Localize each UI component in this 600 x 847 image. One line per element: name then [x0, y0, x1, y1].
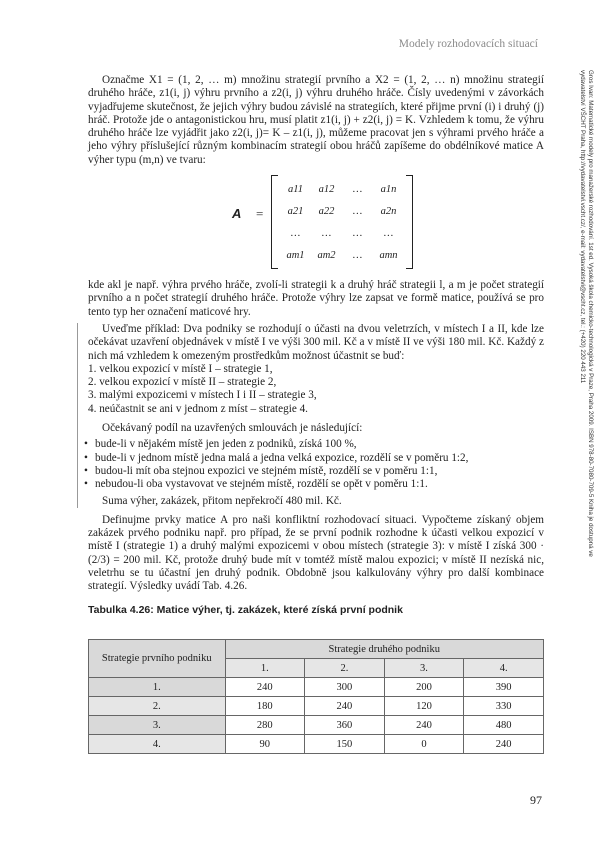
matrix-cell: … — [290, 228, 301, 240]
strategy-list — [88, 363, 544, 416]
table-row — [89, 697, 544, 716]
matrix-row — [280, 201, 404, 223]
table-cell: 390 — [464, 678, 544, 697]
matrix-left-bracket — [271, 175, 278, 269]
running-title: Modely rozhodovacích situací — [398, 38, 538, 50]
share-intro: Očekávaný podíl na uzavřených smlouvách je následující: — [102, 422, 363, 435]
table-cell: 300 — [305, 678, 385, 697]
matrix-cell: … — [352, 228, 363, 240]
matrix-grid — [280, 179, 404, 267]
list-item: 3. malými expozicemi v místech I i II – strategie 3, — [88, 389, 317, 402]
matrix-cell: … — [352, 206, 363, 218]
matrix-cell: a11 — [288, 184, 303, 196]
matrix-label: A — [232, 206, 242, 222]
share-bullets — [88, 438, 544, 491]
example-paragraph: Uveďme příklad: Dva podniky se rozhodují o účasti na dvou veletrzích, v místech I a II, kde lze očekávat uzavření objednávek v místě I ve výši 300 mil. Kč a v místě II ve výši 180 mil. Kč. Každý z nich má vzhledem k omezeným prostředkům možnost účastnit se buď: — [88, 322, 544, 362]
row-label: 1. — [89, 678, 226, 697]
matrix-a — [88, 173, 544, 273]
matrix-cell: a21 — [287, 206, 304, 218]
example-block — [77, 323, 544, 508]
column-header: 1. — [225, 659, 305, 678]
matrix-cell: … — [321, 228, 332, 240]
table-row — [89, 716, 544, 735]
table-cell: 240 — [305, 697, 385, 716]
payoff-table — [88, 639, 544, 754]
list-item: • budou-li mít oba stejnou expozici ve stejném místě, rozdělí se v poměru 1:1, — [88, 465, 544, 478]
matrix-cell: … — [383, 228, 394, 240]
row-label: 3. — [89, 716, 226, 735]
sum-note: Suma výher, zakázek, přitom nepřekročí 480 mil. Kč. — [102, 494, 342, 507]
table-cell: 150 — [305, 735, 385, 754]
matrix-row — [280, 245, 404, 267]
list-item: 2. velkou expozicí v místě II – strategie 2, — [88, 376, 277, 389]
matrix-cell: … — [352, 250, 363, 262]
matrix-row — [280, 223, 404, 245]
list-item: 4. neúčastnit se ani v jednom z míst – strategie 4. — [88, 402, 308, 415]
row-label: 2. — [89, 697, 226, 716]
intro-paragraph: Označme X1 = (1, 2, … m) množinu strategií prvního a X2 = (1, 2, … n) množinu strategií druhého hráče, z1(i, j) výhru prvního a z2(i, j) výhru druhého hráče. Čísly uvedenými v závorkách vyjadřujeme skutečnost, že jejich výhry budou závislé na strategiích, které přijme první (i) i druhý (j) hráč. Protože jde o antagonistickou hru, musí platit z1(i, j) + z2(i, j) = K. Vzhledem k tomu, že výhru druhého hráče lze vyjádřit jako z2(i, j)= K – z1(i, j), můžeme pracovat jen s výhrami prvého hráče a jeho výhry příslušející různým kombinacím strategií obou hráčů zapíšeme do obdélníkové matice A výher typu (m,n) ve tvaru: — [88, 74, 544, 166]
column-header: 4. — [464, 659, 544, 678]
table-cell: 120 — [384, 697, 464, 716]
row-header: Strategie prvního podniku — [89, 640, 226, 678]
matrix-cell: a2n — [380, 206, 397, 218]
table-cell: 240 — [464, 735, 544, 754]
matrix-cell: am2 — [317, 250, 336, 262]
table-caption: Tabulka 4.26: Matice výher, tj. zakázek, které získá první podnik — [88, 603, 403, 616]
row-label: 4. — [89, 735, 226, 754]
matrix-cell: am1 — [286, 250, 305, 262]
list-item: • bude-li v nějakém místě jen jeden z podniků, získá 100 %, — [88, 438, 544, 451]
page-number: 97 — [530, 793, 542, 807]
list-item: 1. velkou expozicí v místě I – strategie 1, — [88, 362, 273, 375]
table-cell: 90 — [225, 735, 305, 754]
table-header-row — [89, 640, 544, 659]
matrix-cell: a1n — [380, 184, 397, 196]
matrix-cell: a12 — [318, 184, 335, 196]
definition-paragraph: Definujme prvky matice A pro naši konfliktní rozhodovací situaci. Vypočteme získaný objem zakázek prvého podniku např. pro případ, že se první podnik rozhodne k účasti velkou expozicí v místě I (strategie 1) a druhý malými expozicemi v obou místech (strategie 3): v místě I získá 300 · (2/3) = 200 mil. Kč, protože druhý bude mít v tomtéž místě malou expozici; v místě II nezíská nic, veletrhu se tu účastní jen druhý podnik. Obdobně jsou kalkulovány výhry pro další kombinace strategií. Výsledky uvádí Tab. 4.26. — [88, 513, 544, 593]
table-cell: 240 — [225, 678, 305, 697]
table-cell: 480 — [464, 716, 544, 735]
matrix-explanation: kde akl je např. výhra prvého hráče, zvolí-li strategii k a druhý hráč strategii l, a m je počet strategií prvního a n počet strategií druhého hráče. Protože výhry lze zapsat ve formě matice, používá se pro tento typ her označení maticové hry. — [88, 279, 544, 318]
table-cell: 240 — [384, 716, 464, 735]
table-cell: 330 — [464, 697, 544, 716]
table-cell: 280 — [225, 716, 305, 735]
table-cell: 200 — [384, 678, 464, 697]
table-row — [89, 678, 544, 697]
table-cell: 360 — [305, 716, 385, 735]
list-item: • nebudou-li oba vystavovat ve stejném místě, rozdělí se opět v poměru 1:1. — [88, 478, 544, 491]
matrix-right-bracket — [406, 175, 413, 269]
matrix-row — [280, 179, 404, 201]
table-cell: 180 — [225, 697, 305, 716]
column-group-header: Strategie druhého podniku — [225, 640, 544, 659]
matrix-cell: amn — [379, 250, 398, 262]
matrix-cell: … — [352, 184, 363, 196]
side-citation-text: Gros Ivan: Matematické modely pro manažerské rozhodování. 1st ed. Vysoká škola chemicko-technologická v Praze, Praha 2009. ISBN 978-80-7080-709-5 Kniha je dostupná ve vydavatelství VŠCHT Praha, http://vydavatelstvi.vscht.cz/, e-mail: vydavatelstvi@vscht.cz, tel.: (+420) 220 443 211 — [579, 70, 594, 557]
table-row — [89, 735, 544, 754]
page-body — [88, 74, 544, 617]
column-header: 3. — [384, 659, 464, 678]
list-item: • bude-li v jednom místě jedna malá a jedna velká expozice, rozdělí se v poměru 1:2, — [88, 452, 544, 465]
matrix-equals: = — [256, 206, 264, 222]
matrix-cell: a22 — [318, 206, 335, 218]
table-cell: 0 — [384, 735, 464, 754]
side-citation — [579, 70, 596, 590]
column-header: 2. — [305, 659, 385, 678]
